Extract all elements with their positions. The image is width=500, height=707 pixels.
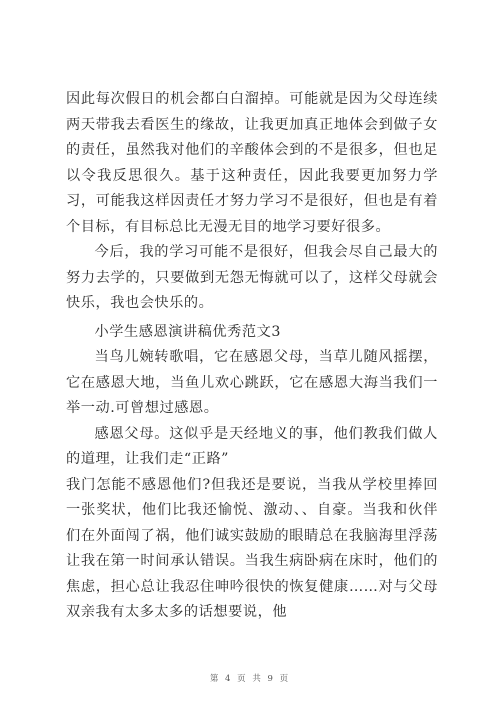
paragraph-3: 当鸟儿婉转歌唱，它在感恩父母，当草儿随风摇摆，它在感恩大地，当鱼儿欢心跳跃，它在感恩大海当我们一举一动.可曾想过感恩。 [66,349,438,416]
paragraph-5: 我门怎能不感恩他们?但我还是要说，当我从学校里捧回一张奖状，他们比我还愉悦、激动、、自豪。当我和伙伴们在外面闯了祸，他们诚实鼓励的眼睛总在我脑海里浮荡让我在第一时间承认错误。当我生病卧病在床时，他们的焦虑，担心总让我忍住呻吟很快的恢复健康……对与父母双亲我有太多太多的话想要说，他 [66,476,438,620]
paragraph-2: 今后，我的学习可能不是很好，但我会尽自己最大的努力去学的，只要做到无怨无悔就可以了，这样父母就会快乐，我也会快乐的。 [66,244,438,311]
document-body [66,87,438,626]
paragraph-1: 因此每次假日的机会都白白溜掉。可能就是因为父母连续两天带我去看医生的缘故，让我更加真正地体会到做子女的责任，虽然我对他们的辛酸体会到的不是很多，但也足以令我反思很久。基于这种责任，因此我要更加努力学习，可能我这样因责任才努力学习不是很好，但也是有着个目标，有目标总比无漫无目的地学习要好很多。 [66,91,438,235]
page-number-footer: 第 4 页 共 9 页 [209,674,291,684]
section-heading: 小学生感恩演讲稿优秀范文3 [94,323,281,340]
paragraph-4: 感恩父母。这似乎是天经地义的事，他们教我们做人的道理，让我们走“正路” [66,425,438,467]
